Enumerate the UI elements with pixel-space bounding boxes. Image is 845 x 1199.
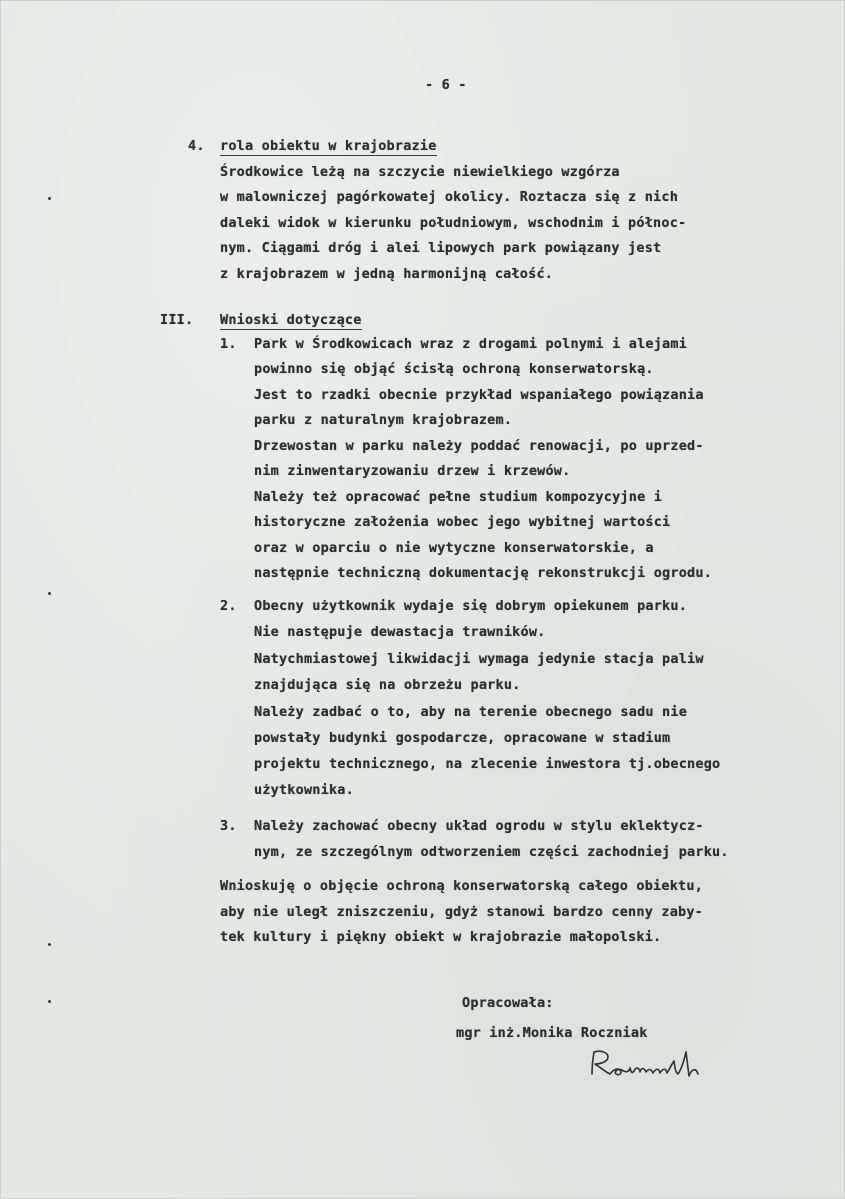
binder-hole [48,943,51,946]
text-line: Natychmiastowej likwidacji wymaga jedynie stacja paliw [254,651,704,667]
text-line: Należy też opracować pełne studium kompozycyjne i [254,489,663,505]
point-2-number: 2. [220,598,237,614]
section-4-number: 4. [188,138,205,154]
text-line: Należy zachować obecny układ ogrodu w stylu eklektycz- [254,818,704,834]
author-name: mgr inż.Monika Roczniak [456,1025,648,1041]
text-line: Park w Środkowicach wraz z drogami polnymi i alejami [254,336,688,352]
section-4-heading: rola obiektu w krajobrazie [220,138,437,154]
text-line: Środkowice leżą na szczycie niewielkiego wzgórza [220,164,620,180]
page-number: - 6 - [425,77,467,93]
prepared-by-label: Opracowała: [462,995,554,1011]
text-line: Obecny użytkownik wydaje się dobrym opiekunem parku. [254,598,688,614]
text-line: w malowniczej pagórkowatej okolicy. Roztacza się z nich [220,189,679,205]
point-3-number: 3. [220,818,237,834]
text-line: Jest to rzadki obecnie przykład wspaniałego powiązania [254,387,704,403]
section-iii-number: III. [160,312,194,328]
text-line: nym, ze szczególnym odtworzeniem części zachodniej parku. [254,844,729,860]
text-line: z krajobrazem w jedną harmonijną całość. [220,266,554,282]
point-1-number: 1. [220,336,237,352]
text-line: tek kultury i piękny obiekt w krajobrazie małopolski. [220,929,662,945]
text-line: parku z naturalnym krajobrazem. [254,412,513,428]
text-line: oraz w oparciu o nie wytyczne konserwatorskie, a [254,540,654,556]
text-line: powinno się objąć ścisłą ochroną konserwatorską. [254,361,654,377]
text-line: Drzewostan w parku należy poddać renowacji, po uprzed- [254,438,704,454]
text-line: historyczne założenia wobec jego wybitnej wartości [254,514,671,530]
text-line: projektu technicznego, na zlecenie inwestora tj.obecnego [254,756,721,772]
handwritten-signature [586,1046,726,1082]
text-line: Wnioskuję o objęcie ochroną konserwatorską całego obiektu, [220,878,704,894]
text-line: daleki widok w kierunku południowym, wschodnim i północ- [220,215,687,231]
text-line: nym. Ciągami dróg i alei lipowych park powiązany jest [220,240,662,256]
binder-hole [48,1000,51,1003]
binder-hole [48,197,51,200]
binder-hole [48,592,51,595]
text-line: powstały budynki gospodarcze, opracowane w stadium [254,730,671,746]
text-line: następnie techniczną dokumentację rekonstrukcji ogrodu. [254,565,713,581]
text-line: użytkownika. [254,782,354,798]
text-line: Nie następuje dewastacja trawników. [254,624,546,640]
text-line: Należy zadbać o to, aby na terenie obecnego sadu nie [254,704,688,720]
text-line: znajdująca się na obrzeżu parku. [254,677,521,693]
text-line: aby nie uległ zniszczeniu, gdyż stanowi bardzo cenny zaby- [220,904,704,920]
section-iii-heading: Wnioski dotyczące [220,312,362,328]
text-line: nim zinwentaryzowaniu drzew i krzewów. [254,463,571,479]
